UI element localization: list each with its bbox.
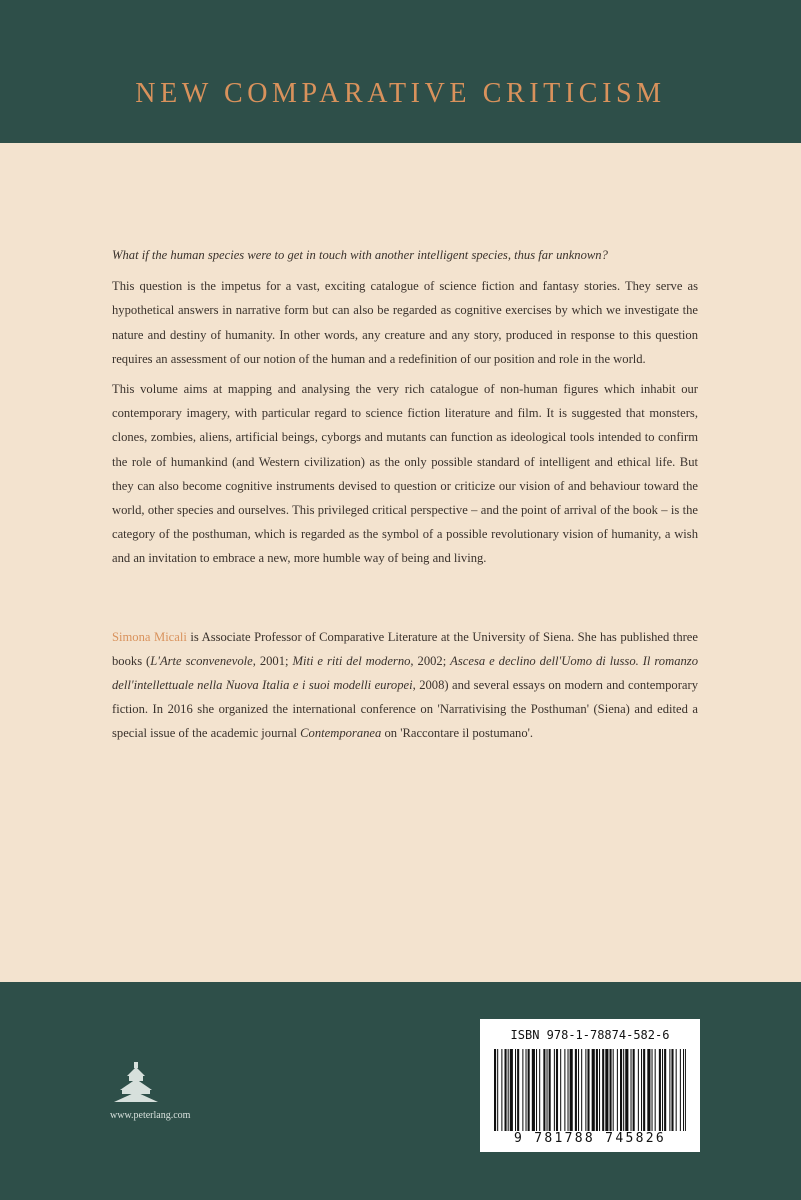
barcode-bar — [554, 1049, 555, 1131]
bio-text-1: is Associate Professor of Comparative Literature at the University of Siena. She has published three books ( — [112, 629, 698, 668]
bio-text-3: , 2002; — [410, 653, 451, 668]
series-title: NEW COMPARATIVE CRITICISM — [135, 78, 666, 109]
barcode-bar — [539, 1049, 540, 1131]
back-cover-text — [112, 243, 698, 752]
publisher-website: www.peterlang.com — [110, 1110, 191, 1121]
barcode-bar — [625, 1049, 628, 1131]
publisher-logo-icon — [112, 1060, 160, 1104]
bio-journal: Contemporanea — [300, 726, 382, 741]
barcode-bar — [662, 1049, 663, 1131]
barcode-bar — [638, 1049, 639, 1131]
barcode-bar — [578, 1049, 579, 1131]
barcode-digits: 9 781788 745826 — [514, 1131, 666, 1146]
barcode-bar — [528, 1049, 530, 1131]
barcode-bar — [510, 1049, 513, 1131]
author-bio — [112, 625, 698, 746]
barcode-bar — [581, 1049, 582, 1131]
barcode-bar — [536, 1049, 537, 1131]
section-gap — [112, 577, 698, 625]
barcode-bar — [526, 1049, 527, 1131]
barcode-bar — [655, 1049, 656, 1131]
barcode-bar — [596, 1049, 598, 1131]
bio-text-2: , 2001; — [252, 653, 293, 668]
barcode-bar — [543, 1049, 545, 1131]
barcode-bar — [641, 1049, 642, 1131]
barcode-bar — [505, 1049, 507, 1131]
barcode-bar — [585, 1049, 586, 1131]
barcode-bar — [633, 1049, 635, 1131]
barcode-bar — [494, 1049, 496, 1131]
isbn-label: ISBN 978-1-78874-582-6 — [510, 1028, 670, 1042]
barcode-bar — [532, 1049, 535, 1131]
bio-book-1: L'Arte sconvenevole — [150, 653, 253, 668]
barcode-bar — [643, 1049, 645, 1131]
barcode-bar — [680, 1049, 681, 1131]
barcode-bar — [547, 1049, 548, 1131]
barcode-bar — [647, 1049, 650, 1131]
blurb-paragraph-1: This question is the impetus for a vast, exciting catalogue of science fiction and fantasy stories. They serve as hypothetical answers in narrative form but can also be regarded as cognitive exercises by which we investigate the nature and destiny of humanity. In other words, any creature and any story, produced in response to this question requires an assessment of our notion of the human and a redefinition of our position and role in the world. — [112, 279, 698, 366]
barcode-bar — [549, 1049, 551, 1131]
barcode-bar — [599, 1049, 600, 1131]
barcode-bar — [617, 1049, 618, 1131]
barcode-bar — [659, 1049, 661, 1131]
barcode — [480, 1019, 700, 1152]
barcode-bar — [501, 1049, 502, 1131]
barcode-bars — [494, 1049, 686, 1131]
barcode-bar — [522, 1049, 523, 1131]
barcode-bar — [568, 1049, 569, 1131]
barcode-bar — [602, 1049, 604, 1131]
blurb-paragraph-2: This volume aims at mapping and analysing the very rich catalogue of non-human figures which inhabit our contemporary imagery, with particular regard to science fiction literature and film. It is suggested that monsters, clones, zombies, aliens, artificial beings, cyborgs and mutants can function as ideological tools intended to confirm the role of humankind (and Western civilization) as the only possible standard of intelligent and ethical life. But they can also become cognitive instruments devised to question or criticize our vision of and behaviour toward the world, other species and ourselves. This privileged critical perspective – and the point of arrival of the book – is the category of the posthuman, which is regarded as the symbol of a possible revolutionary vision of humanity, a wish and an invitation to embrace a new, more humble way of being and living. — [112, 382, 698, 566]
bio-book-2: Miti e riti del moderno — [292, 653, 411, 668]
barcode-bar — [517, 1049, 519, 1131]
barcode-bar — [610, 1049, 612, 1131]
author-name: Simona Micali — [112, 629, 187, 644]
barcode-bar — [623, 1049, 624, 1131]
barcode-bar — [592, 1049, 595, 1131]
barcode-bar — [587, 1049, 589, 1131]
barcode-bar — [671, 1049, 673, 1131]
barcode-bar — [497, 1049, 498, 1131]
barcode-bar — [652, 1049, 653, 1131]
barcode-bar — [570, 1049, 573, 1131]
barcode-bar — [669, 1049, 670, 1131]
barcode-bar — [664, 1049, 666, 1131]
barcode-bar — [613, 1049, 614, 1131]
barcode-bar — [631, 1049, 632, 1131]
barcode-bar — [676, 1049, 677, 1131]
bio-text-5: on 'Raccontare il postumano'. — [381, 726, 534, 741]
barcode-bar — [685, 1049, 686, 1131]
lead-question: What if the human species were to get in touch with another intelligent species, thus far unknown? — [112, 248, 608, 262]
barcode-bar — [515, 1049, 516, 1131]
barcode-bar — [508, 1049, 509, 1131]
top-band — [0, 0, 801, 143]
barcode-bar — [683, 1049, 684, 1131]
barcode-bar — [560, 1049, 561, 1131]
barcode-bar — [605, 1049, 608, 1131]
bio-text-4: , 2008) and several essays on modern and contemporary fiction. In 2016 she organized the international conference on 'Narrativising the Posthuman' (Siena) and edited a special issue of the academic journal — [112, 678, 698, 741]
bio-book-3: Ascesa e declino dell'Uomo di lusso. Il romanzo dell'intellettuale nella Nuova Italia e i suoi modelli europei — [112, 653, 698, 693]
barcode-bar — [564, 1049, 565, 1131]
barcode-bar — [620, 1049, 622, 1131]
barcode-bar — [575, 1049, 577, 1131]
barcode-bar — [556, 1049, 558, 1131]
